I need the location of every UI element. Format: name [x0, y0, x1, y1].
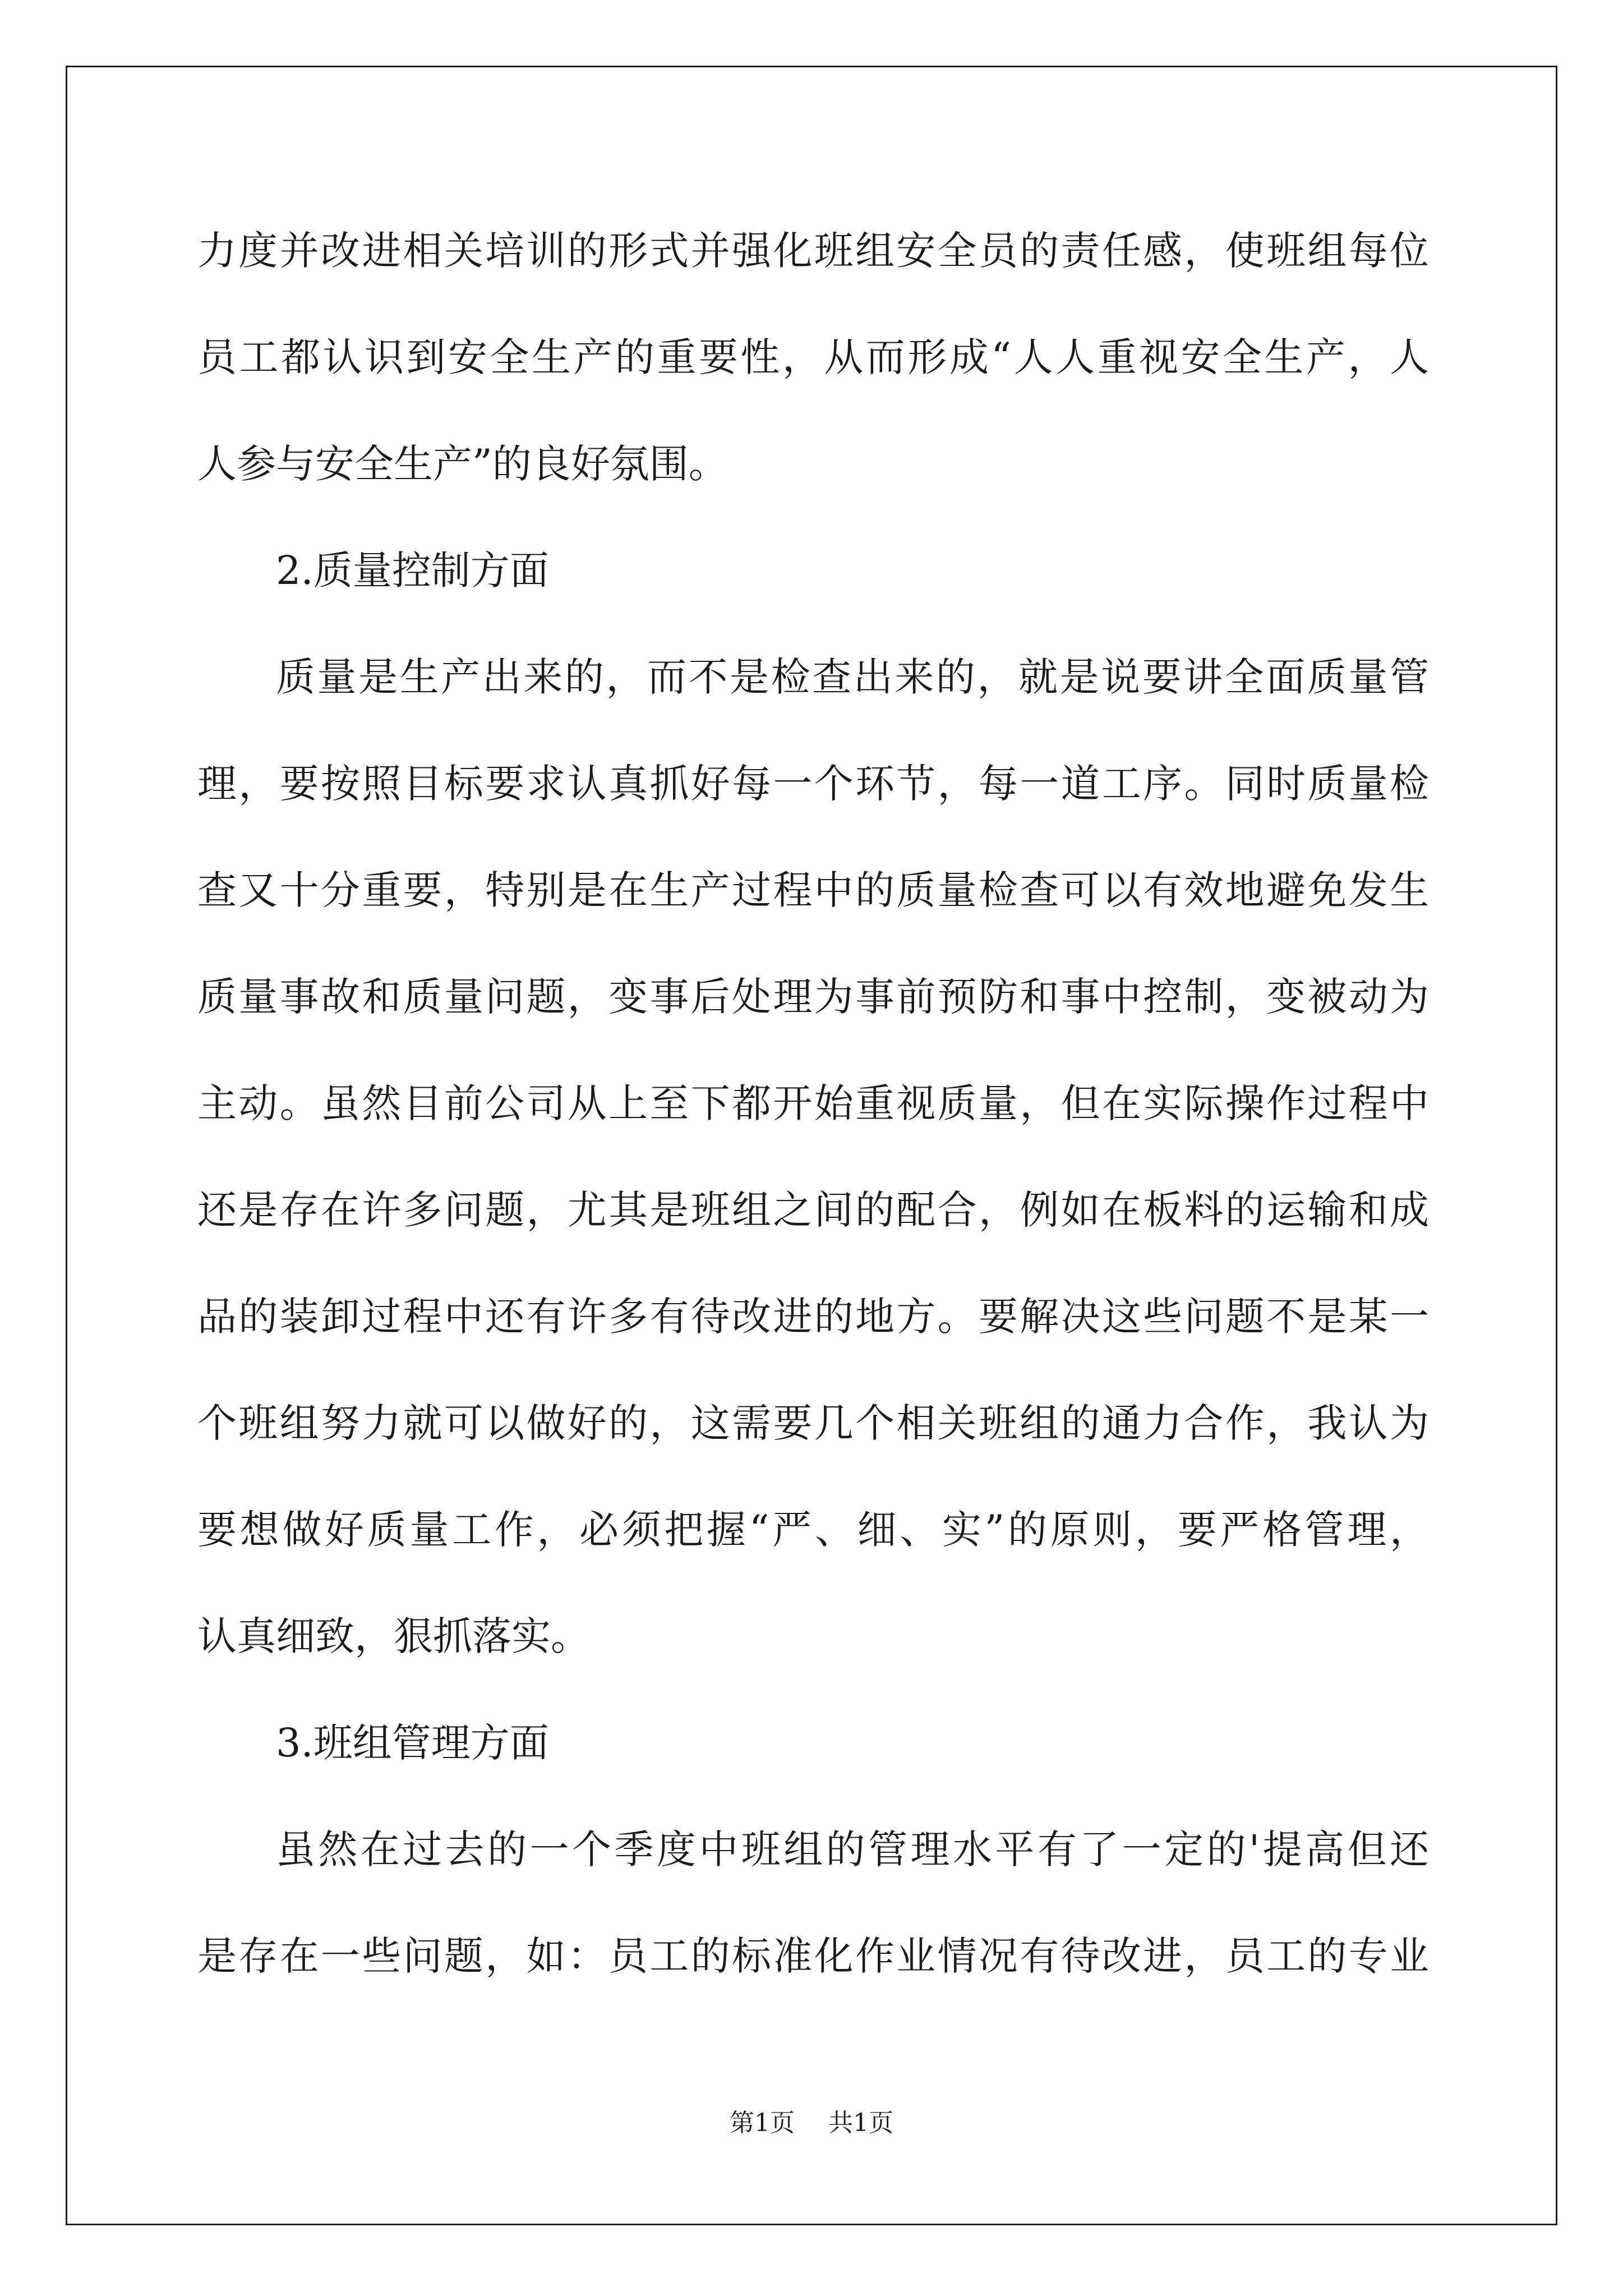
text-line: 个班组努力就可以做好的，这需要几个相关班组的通力合作，我认为: [197, 1400, 1429, 1446]
text-line: 质量事故和质量问题，变事后处理为事前预防和事中控制，变被动为: [197, 974, 1429, 1020]
text-line: 理，要按照目标要求认真抓好每一个环节，每一道工序。同时质量检: [197, 761, 1429, 807]
document-body: [197, 214, 1429, 2026]
text-line: 是存在一些问题，如：员工的标准化作业情况有待改进，员工的专业: [197, 1933, 1429, 1979]
text-line: 主动。虽然目前公司从上至下都开始重视质量，但在实际操作过程中: [197, 1080, 1429, 1126]
section-heading: 3.班组管理方面: [276, 1720, 549, 1766]
text-line: 查又十分重要，特别是在生产过程中的质量检查可以有效地避免发生: [197, 867, 1429, 913]
text-line: 人参与安全生产”的良好氛围。: [197, 441, 728, 487]
text-line: 要想做好质量工作，必须把握“严、细、实”的原则，要严格管理，: [197, 1507, 1429, 1553]
text-line: 虽然在过去的一个季度中班组的管理水平有了一定的'提高但还: [276, 1826, 1429, 1872]
text-line: 质量是生产出来的，而不是检查出来的，就是说要讲全面质量管: [276, 654, 1429, 700]
text-line: 品的装卸过程中还有许多有待改进的地方。要解决这些问题不是某一: [197, 1294, 1429, 1340]
text-line: 认真细致，狠抓落实。: [197, 1613, 590, 1659]
text-line: 员工都认识到安全生产的重要性，从而形成“人人重视安全生产，人: [197, 334, 1429, 380]
page-total: 共1页: [828, 2109, 893, 2137]
text-line: 还是存在许多问题，尤其是班组之间的配合，例如在板料的运输和成: [197, 1187, 1429, 1233]
text-line: 力度并改进相关培训的形式并强化班组安全员的责任感，使班组每位: [197, 228, 1429, 274]
page-footer: [0, 2106, 1623, 2140]
section-heading: 2.质量控制方面: [276, 547, 549, 593]
page-number: 第1页: [730, 2109, 795, 2137]
